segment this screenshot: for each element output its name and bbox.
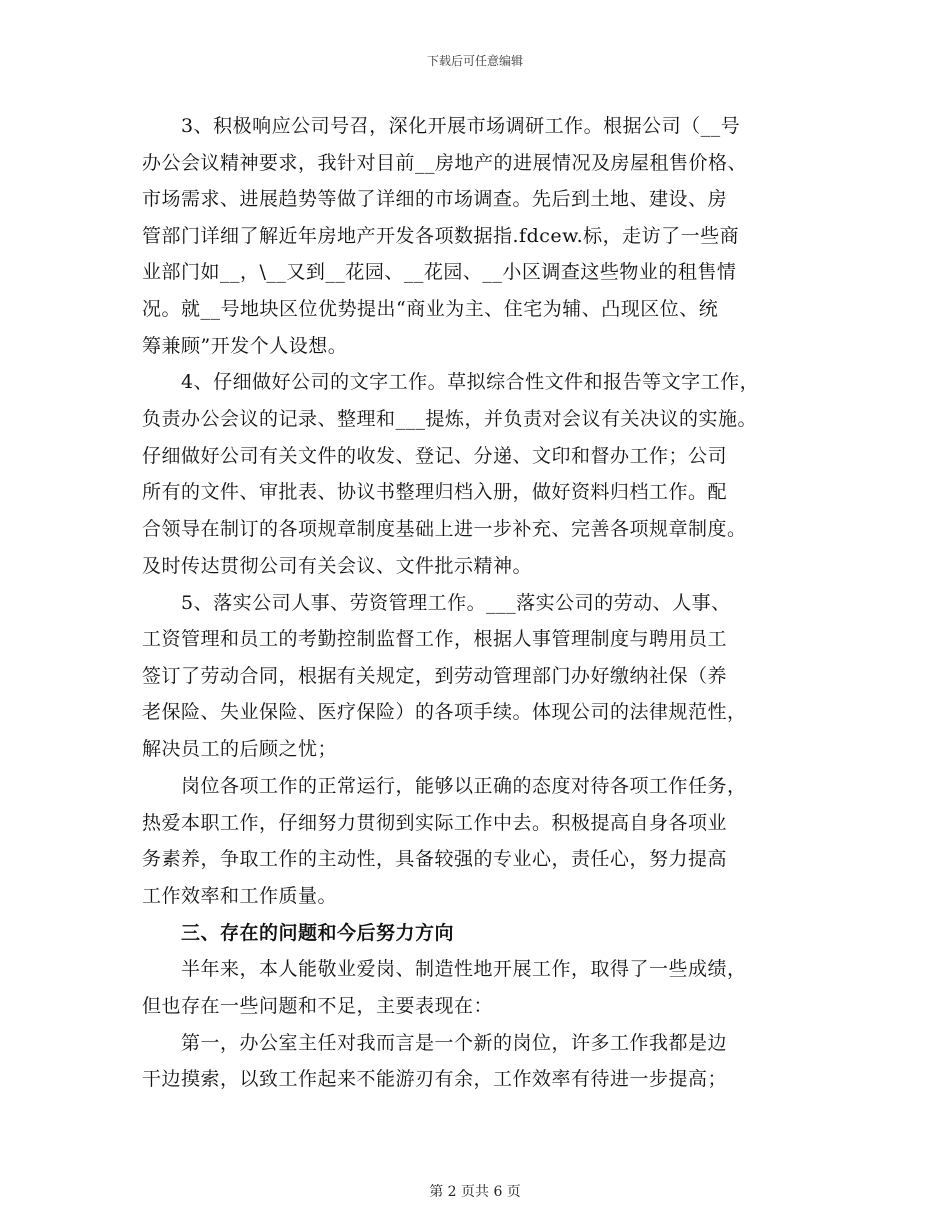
body-line: 半年来，本人能敬业爱岗、制造性地开展工作，取得了一些成绩， bbox=[142, 958, 747, 980]
body-line: 及时传达贯彻公司有关会议、文件批示精神。 bbox=[142, 555, 533, 577]
body-line: 务素养，争取工作的主动性，具备较强的专业心，责任心，努力提高 bbox=[142, 848, 728, 870]
body-line: 3、积极响应公司号召，深化开展市场调研工作。根据公司（__号 bbox=[142, 115, 741, 137]
page-footer: 第 2 页共 6 页 bbox=[429, 1184, 521, 1200]
body-line: 负责办公会议的记录、整理和___提炼，并负责对会议有关决议的实施。 bbox=[142, 408, 758, 430]
body-line: 热爱本职工作，仔细努力贯彻到实际工作中去。积极提高自身各项业 bbox=[142, 812, 728, 834]
body-line: 岗位各项工作的正常运行，能够以正确的态度对待各项工作任务， bbox=[142, 775, 747, 797]
body-line: 仔细做好公司有关文件的收发、登记、分递、文印和督办工作；公司 bbox=[142, 445, 728, 467]
section-heading: 三、存在的问题和今后努力方向 bbox=[142, 922, 455, 944]
body-line: 工作效率和工作质量。 bbox=[142, 885, 338, 907]
body-line: 市场需求、进展趋势等做了详细的市场调查。先后到土地、建设、房 bbox=[142, 188, 728, 210]
body-line: 解决员工的后顾之忧； bbox=[142, 738, 338, 760]
body-line: 筹兼顾”开发个人设想。 bbox=[142, 335, 348, 357]
body-line: 办公会议精神要求，我针对目前__房地产的进展情况及房屋租售价格、 bbox=[142, 152, 748, 174]
body-line: 干边摸索，以致工作起来不能游刃有余，工作效率有待进一步提高； bbox=[142, 1068, 728, 1090]
body-line: 工资管理和员工的考勤控制监督工作，根据人事管理制度与聘用员工 bbox=[142, 628, 728, 650]
body-line: 签订了劳动合同，根据有关规定，到劳动管理部门办好缴纳社保（养 bbox=[142, 665, 728, 687]
body-line: 但也存在一些问题和不足，主要表现在： bbox=[142, 995, 494, 1017]
body-line: 5、落实公司人事、劳资管理工作。___落实公司的劳动、人事、 bbox=[142, 592, 731, 614]
body-line: 所有的文件、审批表、协议书整理归档入册，做好资料归档工作。配 bbox=[142, 481, 728, 503]
body-line: 业部门如__，\__又到__花园、__花园、__小区调查这些物业的租售情 bbox=[142, 261, 737, 283]
body-line: 第一，办公室主任对我而言是一个新的岗位，许多工作我都是边 bbox=[142, 1032, 728, 1054]
body-line: 4、仔细做好公司的文字工作。草拟综合性文件和报告等文字工作， bbox=[142, 371, 760, 393]
body-line: 管部门详细了解近年房地产开发各项数据指.fdcew.标，走访了一些商 bbox=[142, 225, 740, 247]
body-line: 老保险、失业保险、医疗保险）的各项手续。体现公司的法律规范性， bbox=[142, 701, 747, 723]
body-line: 合领导在制订的各项规章制度基础上进一步补充、完善各项规章制度。 bbox=[142, 518, 747, 540]
page-header: 下载后可任意编辑 bbox=[426, 54, 523, 68]
body-line: 况。就__号地块区位优势提出“商业为主、住宅为辅、凸现区位、统 bbox=[142, 298, 719, 320]
